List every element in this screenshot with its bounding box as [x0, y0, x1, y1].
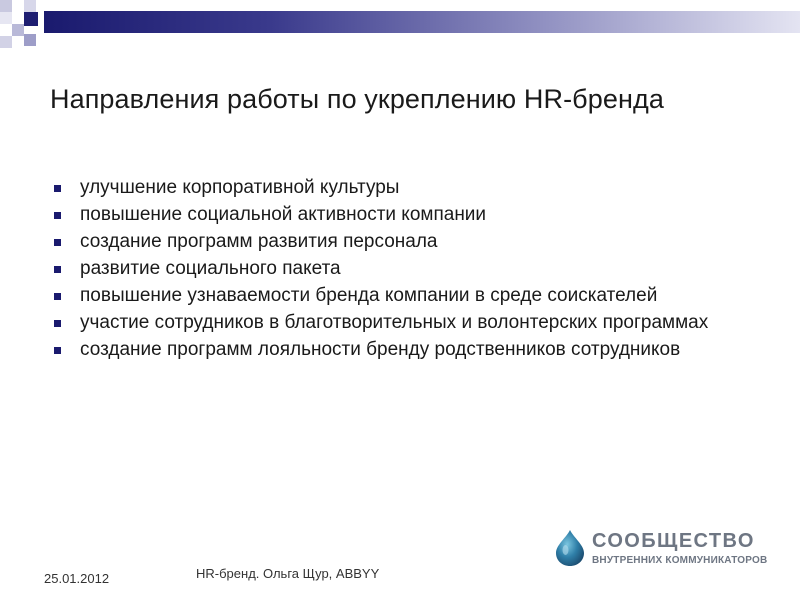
list-item — [54, 284, 744, 308]
bullet-icon — [54, 320, 61, 327]
list-item — [54, 257, 744, 281]
bullet-icon — [54, 293, 61, 300]
footer-date: 25.01.2012 — [44, 571, 110, 586]
bullet-icon — [54, 266, 61, 273]
header-gradient-bar — [44, 11, 800, 33]
logo-title: СООБЩЕСТВО — [592, 530, 755, 552]
bullet-icon — [54, 347, 61, 354]
footer-author: HR-бренд. Ольга Щур, ABBYY — [196, 566, 380, 581]
list-item-text: создание программ развития персонала — [80, 231, 438, 252]
decor-square — [24, 12, 38, 26]
list-item — [54, 203, 744, 227]
bullet-icon — [54, 239, 61, 246]
bullet-icon — [54, 185, 61, 192]
water-drop-icon — [552, 528, 588, 568]
bullet-list — [54, 176, 744, 365]
list-item — [54, 338, 744, 362]
slide-title: Направления работы по укреплению HR-бренда — [50, 84, 664, 114]
decor-square — [12, 0, 24, 12]
decor-square — [0, 12, 12, 24]
list-item — [54, 311, 744, 335]
decor-square — [12, 24, 24, 36]
community-logo — [552, 528, 782, 572]
header-decoration — [0, 0, 800, 48]
decor-square — [24, 0, 36, 12]
list-item-text: создание программ лояльности бренду родственников сотрудников — [80, 339, 681, 360]
list-item-text: повышение социальной активности компании — [80, 204, 487, 225]
list-item-text: улучшение корпоративной культуры — [80, 177, 400, 198]
decor-square — [24, 34, 36, 46]
decor-square — [0, 36, 12, 48]
bullet-icon — [54, 212, 61, 219]
list-item-text: участие сотрудников в благотворительных и волонтерских программах — [80, 312, 709, 333]
decor-square — [0, 0, 12, 12]
list-item — [54, 176, 744, 200]
list-item-text: развитие социального пакета — [80, 258, 341, 279]
list-item-text: повышение узнаваемости бренда компании в среде соискателей — [80, 285, 658, 306]
list-item — [54, 230, 744, 254]
logo-subtitle: ВНУТРЕННИХ КОММУНИКАТОРОВ — [592, 555, 768, 566]
